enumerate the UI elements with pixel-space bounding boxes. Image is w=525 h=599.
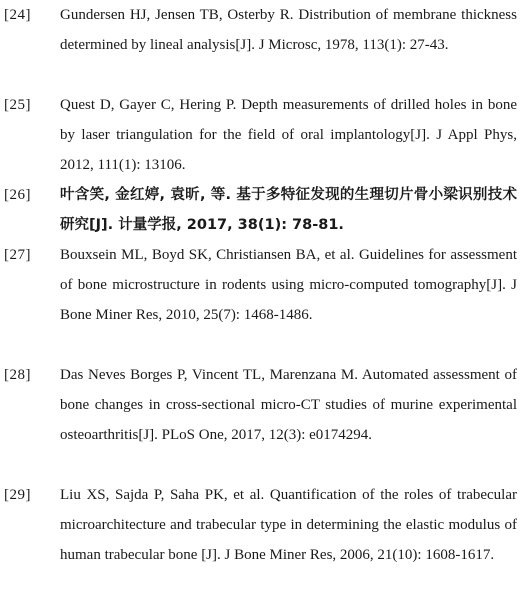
reference-number: [24]	[4, 7, 31, 23]
reference-text: 叶含笑, 金红婷, 袁昕, 等. 基于多特征发现的生理切片骨小梁识别技术研究[J]. 计量学报, 2017, 38(1): 78-81.	[60, 187, 517, 233]
reference-number: [29]	[4, 487, 31, 503]
reference-number: [27]	[4, 247, 31, 263]
reference-number: [28]	[4, 367, 31, 383]
reference-text: Quest D, Gayer C, Hering P. Depth measurements of drilled holes in bone by laser triangulation for the field of oral implantology[J]. J Appl Phys, 2012, 111(1): 13106.	[60, 97, 517, 173]
reference-text: Das Neves Borges P, Vincent TL, Marenzana M. Automated assessment of bone changes in cross-sectional micro-CT studies of murine experimental osteoarthritis[J]. PLoS One, 2017, 12(3): e0174294.	[60, 367, 517, 443]
reference-text: Liu XS, Sajda P, Saha PK, et al. Quantification of the roles of trabecular microarchitecture and trabecular type in determining the elastic modulus of human trabecular bone [J]. J Bone Miner Res, 2006, 21(10): 1608-1617.	[60, 487, 517, 563]
reference-number: [26]	[4, 187, 31, 203]
reference-number: [25]	[4, 97, 31, 113]
reference-text: Gundersen HJ, Jensen TB, Osterby R. Distribution of membrane thickness determined by lineal analysis[J]. J Microsc, 1978, 113(1): 27-43.	[60, 7, 517, 53]
reference-text: Bouxsein ML, Boyd SK, Christiansen BA, et al. Guidelines for assessment of bone microstructure in rodents using micro-computed tomography[J]. J Bone Miner Res, 2010, 25(7): 1468-1486.	[60, 247, 517, 323]
